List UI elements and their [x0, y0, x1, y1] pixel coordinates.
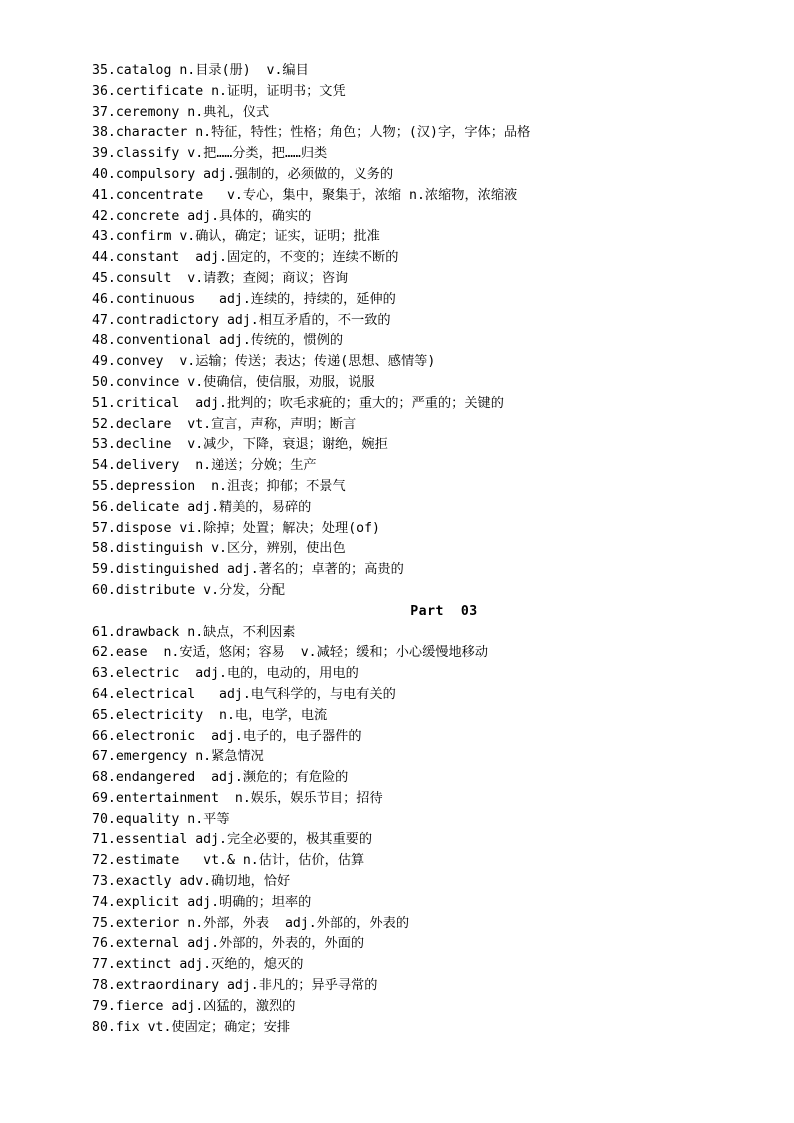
list-item: 50.convince v.使确信，使信服，劝服，说服 — [92, 374, 375, 390]
list-item: 65.electricity n.电，电学，电流 — [92, 707, 328, 723]
list-item: 49.convey v.运输；传送；表达；传递(思想、感情等) — [92, 354, 436, 370]
list-item: 56.delicate adj.精美的，易碎的 — [92, 499, 312, 515]
list-item: 59.distinguished adj.著名的；卓著的；高贵的 — [92, 562, 404, 578]
list-item: 37.ceremony n.典礼，仪式 — [92, 104, 270, 120]
list-item: 77.extinct adj.灭绝的，熄灭的 — [92, 957, 304, 973]
list-item: 38.character n.特征，特性；性格；角色；人物；(汉)字，字体；品格 — [92, 125, 531, 141]
list-item: 58.distinguish v.区分，辨别，使出色 — [92, 541, 346, 557]
list-item: 55.depression n.沮丧；抑郁；不景气 — [92, 478, 346, 494]
list-item: 79.fierce adj.凶猛的，激烈的 — [92, 998, 296, 1014]
list-item: 39.classify v.把……分类，把……归类 — [92, 146, 328, 162]
list-item: 54.delivery n.递送；分娩；生产 — [92, 458, 317, 474]
list-item: 36.certificate n.证明，证明书；文凭 — [92, 83, 346, 99]
vocabulary-list-part-02 — [92, 61, 752, 602]
list-item: 45.consult v.请教；查阅；商议；咨询 — [92, 270, 349, 286]
list-item: 63.electric adj.电的，电动的，用电的 — [92, 666, 359, 682]
list-item: 68.endangered adj.濒危的；有危险的 — [92, 770, 349, 786]
list-item: 75.exterior n.外部，外表 adj.外部的，外表的 — [92, 915, 410, 931]
list-item: 60.distribute v.分发，分配 — [92, 582, 285, 598]
list-item: 67.emergency n.紧急情况 — [92, 749, 264, 765]
list-item: 64.electrical adj.电气科学的，与电有关的 — [92, 686, 396, 702]
vocabulary-page — [92, 61, 752, 1038]
vocabulary-list-part-03 — [92, 623, 752, 1039]
list-item: 46.continuous adj.连续的，持续的，延伸的 — [92, 291, 396, 307]
list-item: 61.drawback n.缺点，不利因素 — [92, 624, 296, 640]
list-item: 47.contradictory adj.相互矛盾的，不一致的 — [92, 312, 391, 328]
list-item: 48.conventional adj.传统的，惯例的 — [92, 333, 344, 349]
list-item: 53.decline v.减少，下降，衰退；谢绝，婉拒 — [92, 437, 388, 453]
list-item: 73.exactly adv.确切地，恰好 — [92, 874, 291, 890]
list-item: 42.concrete adj.具体的，确实的 — [92, 208, 312, 224]
list-item: 76.external adj.外部的，外表的，外面的 — [92, 936, 365, 952]
list-item: 70.equality n.平等 — [92, 811, 230, 827]
list-item: 78.extraordinary adj.非凡的；异乎寻常的 — [92, 978, 378, 994]
list-item: 66.electronic adj.电子的，电子器件的 — [92, 728, 362, 744]
list-item: 51.critical adj.批判的；吹毛求疵的；重大的；严重的；关键的 — [92, 395, 504, 411]
list-item: 71.essential adj.完全必要的，极其重要的 — [92, 832, 373, 848]
list-item: 44.constant adj.固定的，不变的；连续不断的 — [92, 250, 399, 266]
list-item: 62.ease n.安适，悠闲；容易 v.减轻；缓和；小心缓慢地移动 — [92, 645, 489, 661]
list-item: 69.entertainment n.娱乐，娱乐节目；招待 — [92, 790, 383, 806]
list-item: 35.catalog n.目录(册) v.编目 — [92, 63, 309, 78]
list-item: 41.concentrate v.专心，集中，聚集于，浓缩 n.浓缩物，浓缩液 — [92, 187, 518, 203]
list-item: 80.fix vt.使固定；确定；安排 — [92, 1019, 291, 1035]
list-item: 40.compulsory adj.强制的，必须做的，义务的 — [92, 166, 394, 182]
list-item: 43.confirm v.确认，确定；证实，证明；批准 — [92, 229, 380, 245]
list-item: 74.explicit adj.明确的；坦率的 — [92, 894, 312, 910]
list-item: 52.declare vt.宣言，声称，声明；断言 — [92, 416, 357, 432]
list-item: 57.dispose vi.除掉；处置；解决；处理(of) — [92, 520, 380, 536]
section-heading: Part 03 — [410, 603, 478, 619]
list-item: 72.estimate vt.& n.估计，估价，估算 — [92, 853, 365, 869]
